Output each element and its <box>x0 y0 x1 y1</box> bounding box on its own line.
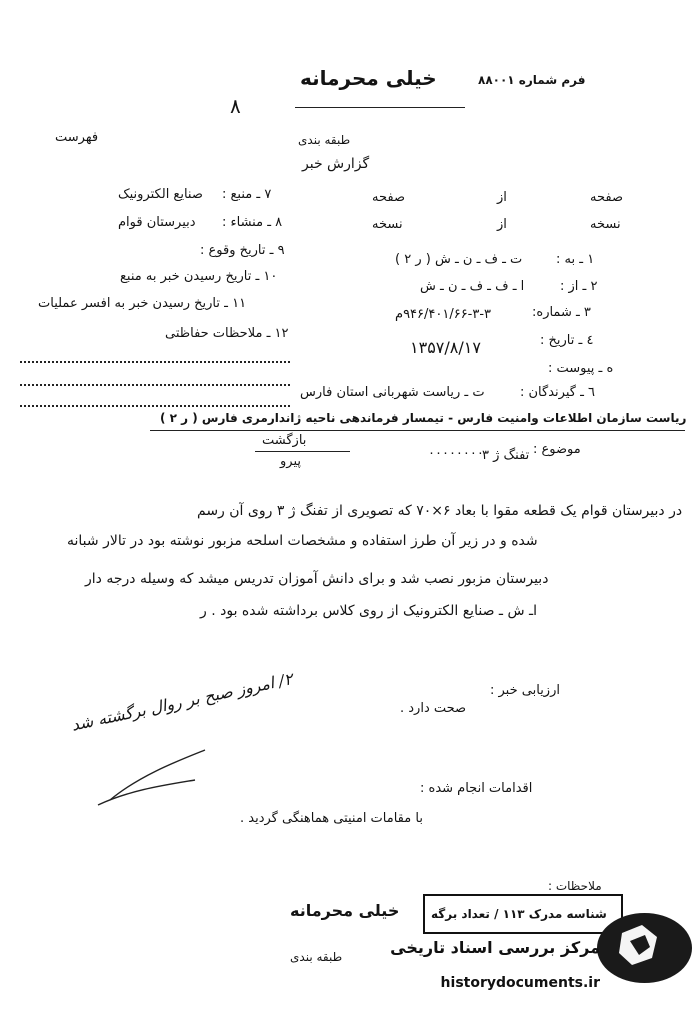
body-line: دبیرستان مزبور نصب شد و برای دانش آموزان تدریس میشد که وسیله درجه دار <box>85 571 549 587</box>
watermark-url: historydocuments.ir <box>440 975 600 991</box>
field-date-value: ۱۳۵۷/۸/۱۷ <box>410 338 481 357</box>
recipients-line: ریاست سازمان اطلاعات وامنیت فارس - تیمسار فرماندهی ناحیه ژاندارمری فارس ( ر ۲ ) <box>160 411 687 425</box>
classification-label-top: طبقه بندی <box>298 133 351 147</box>
field-number-value: ۹۴۶/۴۰۱/۶۶-۳-۳م <box>395 307 492 322</box>
handwritten-signature <box>90 745 210 815</box>
field-number-label: ۳ ـ شماره: <box>532 305 591 320</box>
field-origin-value: دبیرستان قوام <box>118 215 196 230</box>
evaluation-value: صحت دارد . <box>400 701 467 716</box>
field-officer-received-label: ۱۱ ـ تاریخ رسیدن خبر به افسر عملیات <box>38 296 247 311</box>
body-line: شده و در زیر آن طرز استفاده و مشخصات اسلحه مزبور نوشته بود در تالار شبانه <box>67 533 538 549</box>
field-from-value: ا ـ ف ـ ف ـ ن ـ ش <box>420 279 525 294</box>
watermark-logo-icon <box>597 913 692 983</box>
dotted-line <box>20 361 290 363</box>
actions-value: با مقامات امنیتی هماهنگی گردید . <box>240 811 423 826</box>
body-line: اـ ش ـ صنایع الکترونیک از روی کلاس برداشته شده بود . ر <box>200 603 537 619</box>
field-copy-value: نسخه <box>372 217 403 232</box>
return-label: بازگشت <box>262 433 307 448</box>
subject-value: تفنگ ژ ۳ <box>482 448 530 463</box>
field-from-label: ۲ ـ از : <box>560 279 598 294</box>
field-source-received-label: ۱۰ ـ تاریخ رسیدن خبر به منبع <box>120 269 278 284</box>
stamp-text: شناسه مدرک ۱۱۳ / تعداد برگه <box>431 907 607 921</box>
field-attachment-label: ه ـ پیوست : <box>548 361 614 376</box>
field-copy-mid: از <box>497 217 507 232</box>
classification-label-bottom: طبقه بندی <box>290 950 343 964</box>
recipients-underline <box>150 430 685 431</box>
header-divider <box>295 107 465 108</box>
actions-label: اقدامات انجام شده : <box>420 781 533 796</box>
field-source-label: ۷ ـ منبع : <box>222 187 272 202</box>
return-divider <box>255 451 350 452</box>
watermark-name: مرکز بررسی اسناد تاریخی <box>390 938 600 957</box>
classification-bottom: خیلی محرمانه <box>290 901 400 920</box>
field-security-notes-label: ۱۲ ـ ملاحظات حفاظتی <box>165 326 289 341</box>
watermark <box>390 898 700 1013</box>
body-line: در دبیرستان قوام یک قطعه مقوا با بعاد ۶×۷۰ که تصویری از تفنگ ژ ۳ روی آن رسم <box>197 503 683 519</box>
handwritten-note: ۲/ امروز صبح بر روال برگشته شد <box>69 669 295 735</box>
form-type: گزارش خبر <box>302 156 370 172</box>
form-number: فرم شماره ۸۸۰۰۱ <box>478 73 586 87</box>
page-mark: ۸ <box>230 94 241 118</box>
field-page-label: صفحه <box>590 190 623 205</box>
subject-label: موضوع : <box>533 442 581 457</box>
dotted-line <box>20 384 290 386</box>
field-recipients-value: ت ـ ریاست شهربانی استان فارس <box>300 385 485 400</box>
field-recipients-label: ٦ ـ گیرندگان : <box>520 385 595 400</box>
field-source-value: صنایع الکترونیک <box>118 187 203 202</box>
notes-label: ملاحظات : <box>548 879 602 893</box>
list-label: فهرست <box>55 130 99 145</box>
field-origin-label: ۸ ـ منشاء : <box>222 215 283 230</box>
dotted-line <box>20 405 290 407</box>
evaluation-label: ارزیابی خبر : <box>490 683 560 698</box>
field-to-label: ۱ ـ به : <box>556 252 595 267</box>
field-to-value: ت ـ ف ـ ن ـ ش ( ر ۲ ) <box>395 252 523 267</box>
field-page-mid: از <box>497 190 507 205</box>
field-page-value: صفحه <box>372 190 405 205</box>
field-copy-label: نسخه <box>590 217 621 232</box>
field-date-label: ٤ ـ تاریخ : <box>540 333 594 348</box>
followup-label: پیرو <box>280 454 301 469</box>
subject-dots: ۰۰۰۰۰۰۰۰ <box>428 446 484 461</box>
field-event-date-label: ۹ ـ تاریخ وقوع : <box>200 243 285 258</box>
classification-top: خیلی محرمانه <box>300 66 437 90</box>
